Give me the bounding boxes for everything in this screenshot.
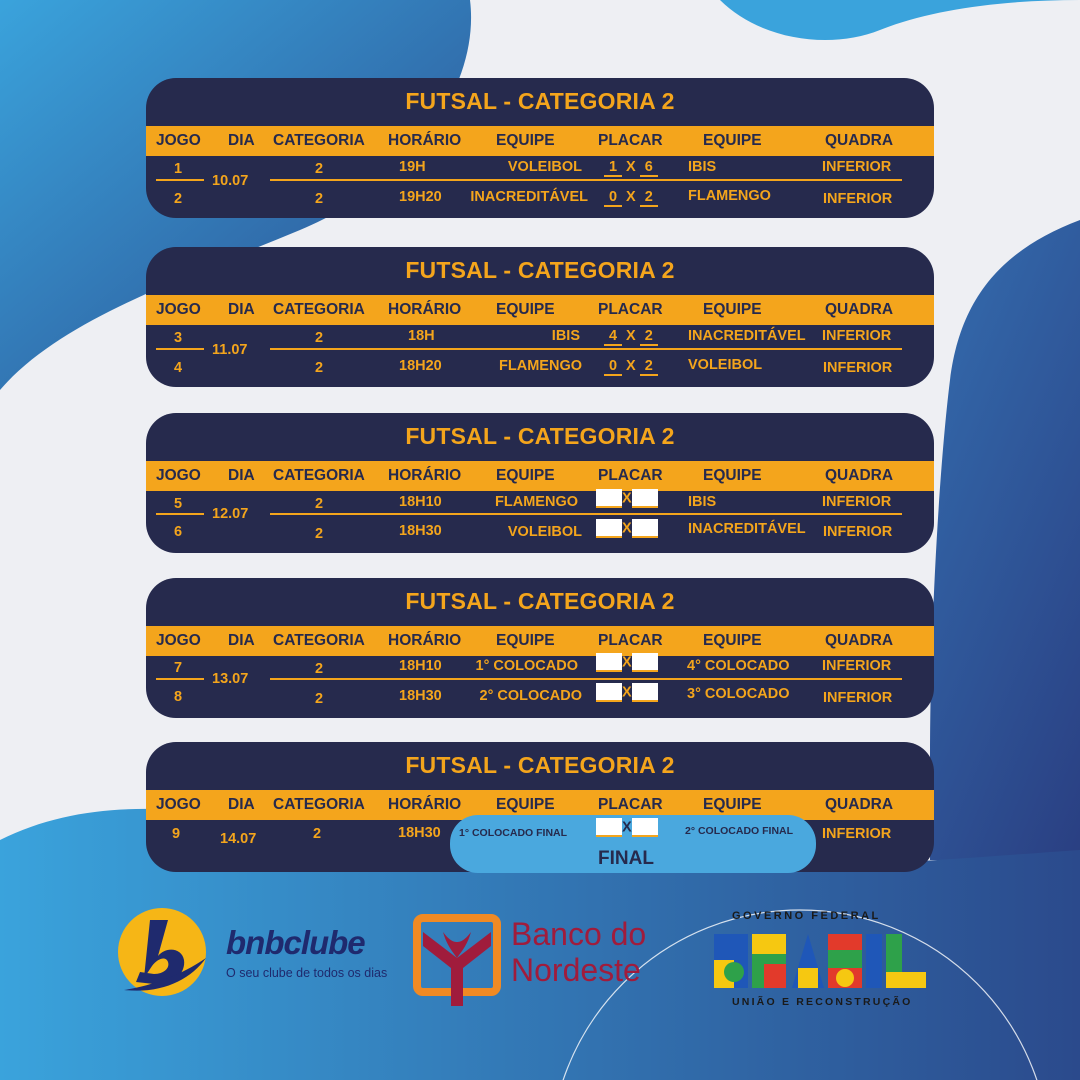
- score-home-box: [596, 653, 622, 672]
- header-equipe-away: EQUIPE: [703, 132, 762, 149]
- home-team: FLAMENGO: [495, 494, 578, 510]
- header-placar: PLACAR: [598, 796, 663, 813]
- score: [596, 519, 658, 538]
- court: INFERIOR: [822, 494, 892, 510]
- header-horario: HORÁRIO: [388, 796, 462, 813]
- score-separator: X: [626, 358, 636, 374]
- score: [596, 653, 658, 672]
- score: [604, 358, 658, 376]
- header-categoria: CATEGORIA: [273, 132, 365, 149]
- home-team: IBIS: [551, 328, 580, 344]
- home-team: FLAMENGO: [499, 358, 582, 374]
- court: INFERIOR: [822, 826, 892, 842]
- score-away: 2: [640, 190, 658, 207]
- banco-do-nordeste-emblem-icon: [413, 912, 501, 1008]
- header-quadra: QUADRA: [825, 132, 894, 149]
- home-team: 1° COLOCADO FINAL: [459, 827, 568, 839]
- row-divider: [270, 348, 902, 350]
- header-placar: PLACAR: [598, 632, 663, 649]
- header-equipe-home: EQUIPE: [496, 632, 555, 649]
- schedule-card-1: [146, 78, 934, 218]
- header-row: [146, 295, 934, 325]
- game-number: 1: [174, 161, 183, 177]
- header-dia: DIA: [228, 132, 255, 149]
- header-equipe-away: EQUIPE: [703, 301, 762, 318]
- banco-name-line2: Nordeste: [511, 952, 641, 988]
- header-quadra: QUADRA: [825, 467, 894, 484]
- header-jogo: JOGO: [156, 301, 201, 318]
- score: [596, 818, 658, 837]
- score-away-box: [632, 519, 658, 538]
- score-separator: X: [622, 819, 632, 836]
- away-team: IBIS: [688, 494, 717, 510]
- bnb-clube-emblem-icon: [110, 906, 220, 1002]
- game-number: 8: [174, 689, 183, 705]
- header-placar: PLACAR: [598, 301, 663, 318]
- final-label: FINAL: [598, 848, 654, 869]
- game-time: 18H10: [399, 494, 442, 510]
- game-category: 2: [315, 360, 324, 376]
- gov-top-text: GOVERNO FEDERAL: [732, 910, 881, 922]
- row-divider: [270, 179, 902, 181]
- schedule-card-4: [146, 578, 934, 718]
- court: INFERIOR: [823, 690, 893, 706]
- game-time: 18H30: [398, 825, 441, 841]
- header-horario: HORÁRIO: [388, 132, 462, 149]
- card-title: FUTSAL - CATEGORIA 2: [405, 88, 675, 114]
- row-divider: [270, 513, 902, 515]
- home-team: VOLEIBOL: [507, 159, 582, 175]
- game-time: 18H30: [399, 688, 442, 704]
- game-category: 2: [315, 661, 324, 677]
- header-equipe-home: EQUIPE: [496, 301, 555, 318]
- header-horario: HORÁRIO: [388, 467, 462, 484]
- away-team: INACREDITÁVEL: [688, 521, 806, 537]
- score-separator: X: [626, 159, 636, 175]
- header-equipe-home: EQUIPE: [496, 132, 555, 149]
- court: INFERIOR: [822, 159, 892, 175]
- header-dia: DIA: [228, 467, 255, 484]
- game-time: 18H20: [399, 358, 442, 374]
- score: [604, 189, 658, 207]
- game-category: 2: [315, 526, 324, 542]
- header-jogo: JOGO: [156, 132, 201, 149]
- score-away-box: [632, 489, 658, 508]
- header-quadra: QUADRA: [825, 796, 894, 813]
- card-title: FUTSAL - CATEGORIA 2: [405, 588, 675, 614]
- game-category: 2: [315, 191, 324, 207]
- game-category: 2: [315, 691, 324, 707]
- banco-name-line1: Banco do: [511, 916, 647, 952]
- header-jogo: JOGO: [156, 796, 201, 813]
- score-separator: X: [626, 328, 636, 344]
- header-horario: HORÁRIO: [388, 632, 462, 649]
- row-divider: [156, 513, 204, 515]
- away-team: VOLEIBOL: [688, 357, 763, 373]
- header-jogo: JOGO: [156, 467, 201, 484]
- header-equipe-home: EQUIPE: [496, 796, 555, 813]
- home-team: 2° COLOCADO: [479, 688, 582, 704]
- header-horario: HORÁRIO: [388, 301, 462, 318]
- away-team: FLAMENGO: [688, 188, 771, 204]
- court: INFERIOR: [823, 360, 893, 376]
- header-equipe-away: EQUIPE: [703, 632, 762, 649]
- bnb-clube-name: bnbclube: [226, 924, 365, 961]
- score-separator: X: [622, 490, 632, 507]
- game-date: 13.07: [212, 671, 249, 687]
- header-dia: DIA: [228, 632, 255, 649]
- header-quadra: QUADRA: [825, 301, 894, 318]
- game-number: 7: [174, 660, 183, 676]
- away-team: INACREDITÁVEL: [688, 328, 806, 344]
- header-row: [146, 126, 934, 156]
- header-placar: PLACAR: [598, 132, 663, 149]
- game-number: 3: [174, 330, 183, 346]
- header-categoria: CATEGORIA: [273, 796, 365, 813]
- game-date: 14.07: [220, 831, 257, 847]
- game-date: 11.07: [212, 342, 248, 358]
- brasil-wordmark-icon: [712, 930, 930, 992]
- bnb-clube-tagline: O seu clube de todos os dias: [226, 966, 388, 980]
- game-date: 12.07: [212, 506, 249, 522]
- game-number: 2: [174, 191, 183, 207]
- home-team: INACREDITÁVEL: [470, 189, 588, 205]
- score-away: 2: [640, 359, 658, 376]
- header-placar: PLACAR: [598, 467, 663, 484]
- home-team: VOLEIBOL: [507, 524, 582, 540]
- row-divider: [156, 348, 204, 350]
- game-category: 2: [315, 161, 324, 177]
- game-number: 6: [174, 524, 183, 540]
- header-categoria: CATEGORIA: [273, 301, 365, 318]
- bnb-clube-logo: [110, 906, 400, 1002]
- away-team: 4° COLOCADO: [687, 658, 790, 674]
- score-home-box: [596, 489, 622, 508]
- score-home-box: [596, 519, 622, 538]
- score: [596, 683, 658, 702]
- card-title: FUTSAL - CATEGORIA 2: [405, 752, 675, 778]
- score-separator: X: [622, 520, 632, 537]
- score-home: 4: [604, 329, 622, 346]
- score-separator: X: [626, 189, 636, 205]
- court: INFERIOR: [822, 328, 892, 344]
- schedule-card-3: [146, 413, 934, 553]
- game-number: 5: [174, 496, 183, 512]
- score: [596, 489, 658, 508]
- governo-federal-logo: [710, 908, 930, 1012]
- game-category: 2: [313, 826, 322, 842]
- row-divider: [156, 179, 204, 181]
- gov-bottom-text: UNIÃO E RECONSTRUÇÃO: [732, 996, 913, 1008]
- card-title: FUTSAL - CATEGORIA 2: [405, 423, 675, 449]
- banco-do-nordeste-logo: [413, 912, 683, 1008]
- header-row: [146, 626, 934, 656]
- game-number: 9: [172, 826, 181, 842]
- away-team: IBIS: [688, 159, 717, 175]
- score-away-box: [632, 683, 658, 702]
- score-separator: X: [622, 684, 632, 701]
- row-divider: [270, 678, 902, 680]
- score-home: 0: [604, 359, 622, 376]
- game-time: 19H20: [399, 189, 442, 205]
- header-categoria: CATEGORIA: [273, 467, 365, 484]
- header-categoria: CATEGORIA: [273, 632, 365, 649]
- game-time: 18H30: [399, 523, 442, 539]
- court: INFERIOR: [823, 524, 893, 540]
- game-time: 18H10: [399, 658, 442, 674]
- header-equipe-away: EQUIPE: [703, 467, 762, 484]
- header-dia: DIA: [228, 301, 255, 318]
- score-away-box: [632, 818, 658, 837]
- score-home: 1: [604, 160, 622, 177]
- game-time: 19H: [399, 159, 426, 175]
- away-team: 3° COLOCADO: [687, 686, 790, 702]
- header-equipe-home: EQUIPE: [496, 467, 555, 484]
- header-quadra: QUADRA: [825, 632, 894, 649]
- score: [604, 159, 658, 177]
- header-equipe-away: EQUIPE: [703, 796, 762, 813]
- game-date: 10.07: [212, 173, 249, 189]
- score: [604, 328, 658, 346]
- home-team: 1° COLOCADO: [475, 658, 578, 674]
- card-title: FUTSAL - CATEGORIA 2: [405, 257, 675, 283]
- game-number: 4: [174, 360, 183, 376]
- score-away: 2: [640, 329, 658, 346]
- row-divider: [156, 678, 204, 680]
- header-row: [146, 461, 934, 491]
- score-separator: X: [622, 654, 632, 671]
- game-category: 2: [315, 330, 324, 346]
- away-team: 2° COLOCADO FINAL: [685, 825, 794, 837]
- header-jogo: JOGO: [156, 632, 201, 649]
- court: INFERIOR: [823, 191, 893, 207]
- score-home-box: [596, 818, 622, 837]
- header-dia: DIA: [228, 796, 255, 813]
- score-home-box: [596, 683, 622, 702]
- score-away: 6: [640, 160, 658, 177]
- court: INFERIOR: [822, 658, 892, 674]
- schedule-card-2: [146, 247, 934, 387]
- score-home: 0: [604, 190, 622, 207]
- game-category: 2: [315, 496, 324, 512]
- score-away-box: [632, 653, 658, 672]
- game-time: 18H: [408, 328, 435, 344]
